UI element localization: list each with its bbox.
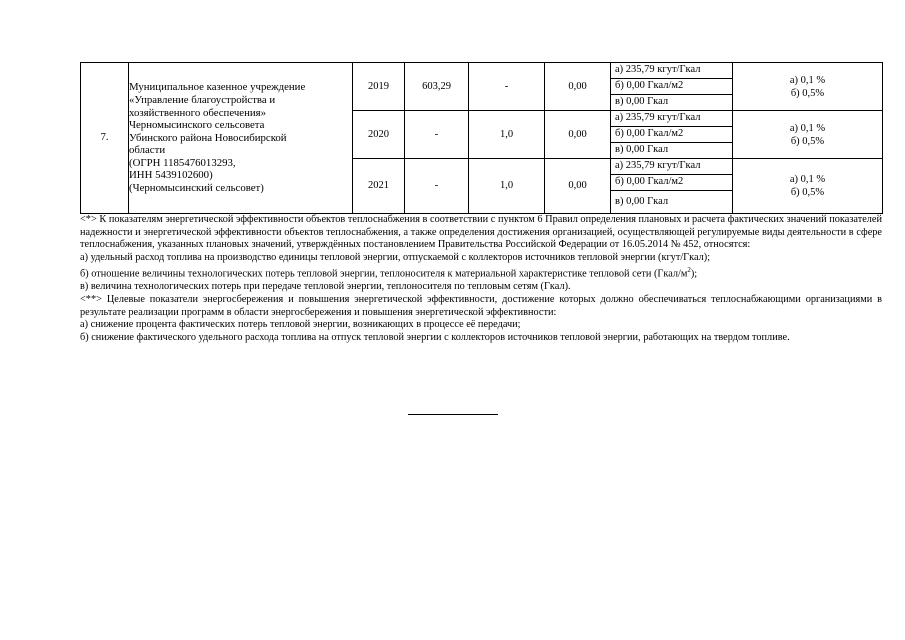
target-line: б) 0,5%: [790, 87, 825, 99]
org-line: Муниципальное казенное учреждение: [129, 81, 306, 94]
footnote-1b-text: б) отношение величины технологических потерь тепловой энергии, теплоносителя к материальной характеристике тепловой сети (Гкал/м: [80, 268, 688, 280]
indicator-line: в) 0,00 Гкал: [615, 196, 669, 207]
efficiency-indicators-cell: [611, 63, 733, 111]
org-line: Убинского района Новосибирской: [129, 131, 287, 144]
value-cell: -: [469, 63, 545, 111]
org-line: области: [129, 144, 166, 157]
indicator-line: а) 235,79 кгут/Гкал: [611, 111, 732, 127]
value-cell: 1,0: [469, 111, 545, 159]
year-cell: 2020: [353, 111, 405, 159]
table-row: [81, 63, 883, 111]
footnote-1b-superscript: 2: [687, 266, 691, 275]
indicator-line: б) 0,00 Гкал/м2: [611, 175, 732, 191]
value-cell: 603,29: [405, 63, 469, 111]
org-line: (ОГРН 1185476013293,: [129, 156, 236, 169]
indicator-line: а) 235,79 кгут/Гкал: [611, 159, 732, 175]
target-indicators-cell: [733, 111, 883, 159]
value-cell: -: [405, 111, 469, 159]
target-line: а) 0,1 %: [789, 122, 826, 134]
year-cell: 2019: [353, 63, 405, 111]
footnote-1a: а) удельный расход топлива на производство единицы тепловой энергии, отпускаемой с коллекторов источников тепловой энергии (кгут/Гкал);: [80, 251, 711, 263]
indicators-table: [80, 62, 883, 214]
target-indicators-cell: [733, 159, 883, 214]
footnotes: [80, 214, 882, 344]
efficiency-indicators-cell: [611, 159, 733, 214]
footnote-1c: в) величина технологических потерь при передаче тепловой энергии, теплоносителя по тепловым сетям (Гкал).: [80, 281, 571, 293]
org-line: «Управление благоустройства и: [129, 93, 276, 106]
footnote-1b: [80, 264, 882, 281]
end-divider: [408, 414, 498, 415]
footnote-1: <*> К показателям энергетической эффективности объектов теплоснабжения в соответствии с пунктом 6 Правил определения плановых и расчета фактических значений показателей надежности и энергетической эффективности объектов теплоснабжения, а также определения достижения организацией, осуществляющей регулируемые виды деятельности в сфере теплоснабжения, указанных плановых значений, утверждённых постановлением Правительства Российской Федерации от 16.05.2014 № 452, относятся:: [80, 214, 882, 251]
org-line: Черномысинского сельсовета: [129, 119, 265, 132]
org-line: ИНН 5439102600): [129, 169, 213, 182]
target-line: б) 0,5%: [790, 135, 825, 147]
org-line: хозяйственного обеспечения»: [129, 106, 266, 119]
target-line: б) 0,5%: [790, 187, 825, 198]
org-line: (Черномысинский сельсовет): [129, 182, 264, 195]
footnote-2: <**> Целевые показатели энергосбережения и повышения энергетической эффективности, достижение которых должно обеспечиваться теплоснабжающими организациями в результате реализации программ в области энергосбережения и повышения энергетической эффективности:: [80, 293, 882, 318]
indicator-line: б) 0,00 Гкал/м2: [611, 127, 732, 143]
value-cell: -: [405, 159, 469, 214]
row-number: 7.: [81, 63, 129, 214]
year-cell: 2021: [353, 159, 405, 214]
footnote-1b-end: );: [690, 268, 698, 280]
value-cell: 0,00: [545, 63, 611, 111]
organization-cell: [129, 63, 353, 214]
footnote-2a: а) снижение процента фактических потерь тепловой энергии, возникающих в процессе её передачи;: [80, 319, 521, 331]
value-cell: 0,00: [545, 159, 611, 214]
indicator-line: а) 235,79 кгут/Гкал: [611, 63, 732, 79]
document-page: [80, 62, 882, 344]
footnote-2b: б) снижение фактического удельного расхода топлива на отпуск тепловой энергии с коллекторов источников тепловой энергии, работающих на твердом топливе.: [80, 331, 790, 343]
indicator-line: б) 0,00 Гкал/м2: [611, 79, 732, 95]
value-cell: 1,0: [469, 159, 545, 214]
indicator-line: в) 0,00 Гкал: [615, 96, 669, 107]
target-line: а) 0,1 %: [789, 174, 826, 185]
efficiency-indicators-cell: [611, 111, 733, 159]
value-cell: 0,00: [545, 111, 611, 159]
indicator-line: в) 0,00 Гкал: [615, 144, 669, 155]
target-indicators-cell: [733, 63, 883, 111]
target-line: а) 0,1 %: [789, 74, 826, 86]
